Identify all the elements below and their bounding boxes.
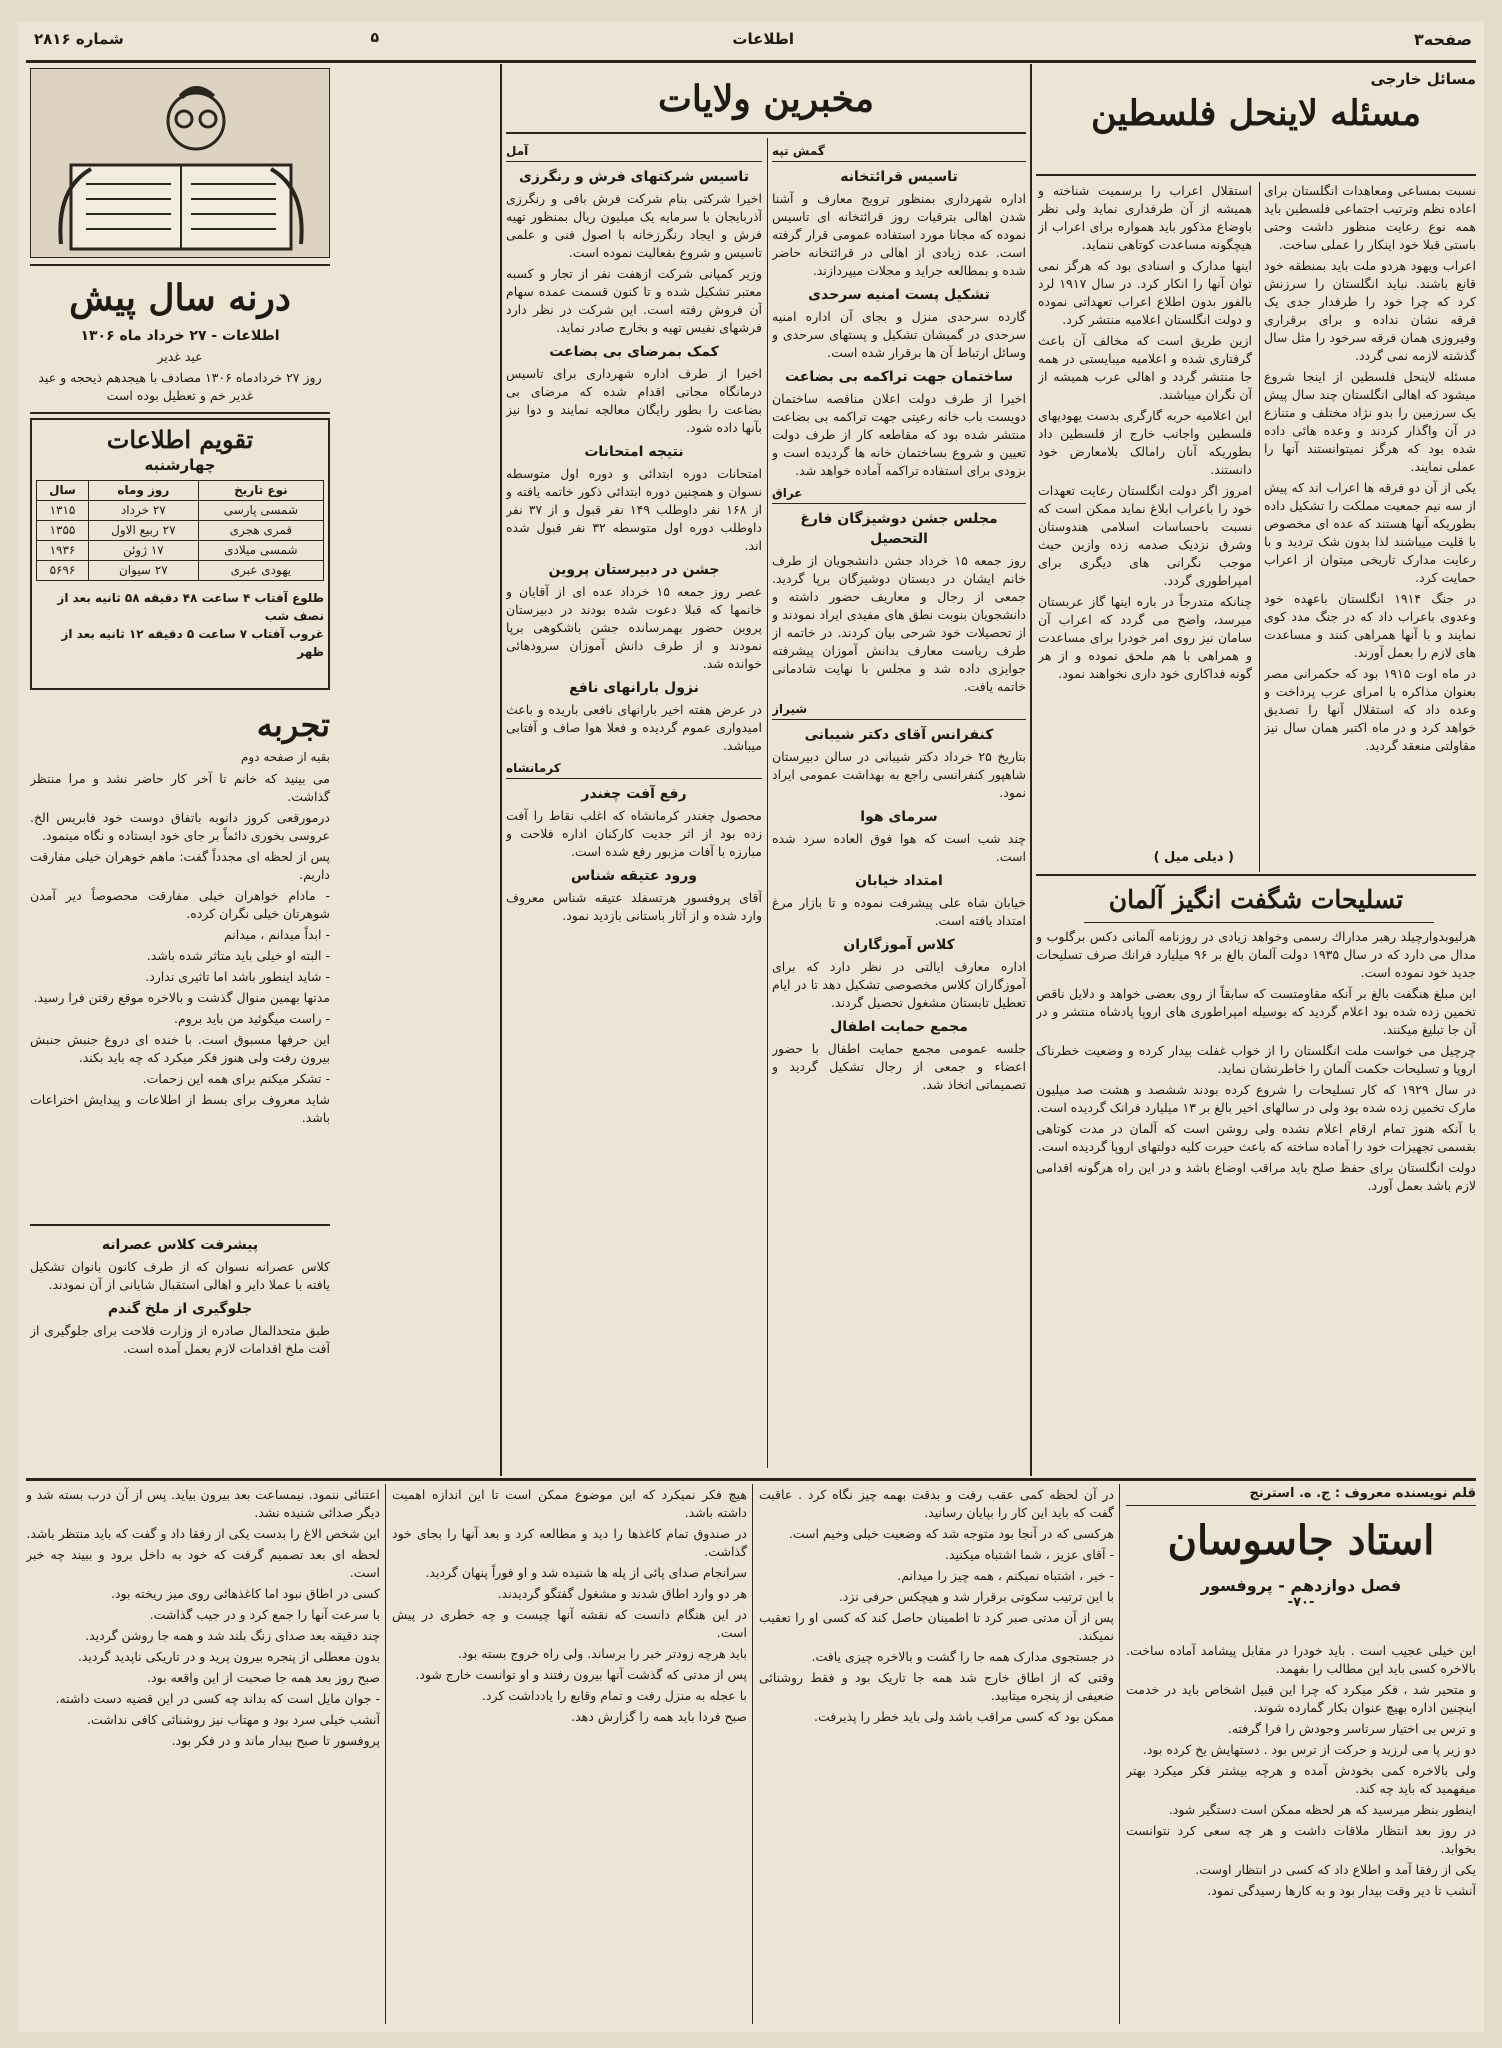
sunset: غروب آفتاب ۷ ساعت ۵ دقیقه ۱۲ ثانیه بعد از ظهر (61, 627, 324, 659)
paragraph: هیچ فکر نمیکرد که این موضوع ممکن است تا این اندازه اهمیت داشته باشد. (392, 1487, 747, 1520)
paragraph: در آن لحظه کمی عقب رفت و بدقت بهمه چیز نگاه کرد . عاقبت گفت که باید این کار را بپایان رسانید. (759, 1487, 1114, 1520)
paragraph: درمورقعی کروز دانوبه باتفاق دوست خود فابریس الخ. عروسی بخوری دائماً بر جای خود ایستاده و نگاه مینمود. (30, 810, 330, 843)
paragraph: پس از مدتی که گذشت آنها بیرون رفتند و او توانست خارج شود. (415, 1667, 747, 1682)
paragraph: در روز بعد انتظار ملاقات داشت و هر چه سعی کرد نتوانست بخوابد. (1126, 1823, 1476, 1856)
paragraph: طبق متحدالمال صادره از وزارت فلاحت برای جلوگیری از آفت ملخ اقدامات لازم بعمل آمده است. (30, 1323, 330, 1356)
serial-col-2 (759, 1486, 1114, 2022)
cal-cell: ۲۷ خرداد (88, 501, 198, 521)
paragraph: دو زیر پا می لرزید و حرکت از ترس بود . دستهایش یخ کرده بود. (1142, 1742, 1476, 1757)
page-number-label: صفحه۳ (1414, 30, 1472, 49)
news-headline: سرمای هوا (860, 809, 938, 825)
news-headline: ورود عتیقه شناس (570, 868, 697, 884)
paragraph: خیابان شاه علی پیشرفت نموده و تا بازار مرغ امتداد یافته است. (772, 895, 1026, 928)
column-rule (752, 1484, 753, 2024)
rule (506, 132, 1026, 134)
germany-article (1036, 928, 1476, 1468)
paragraph: در صندوق تمام کاغذها را دید و مطالعه کرد و بعد آنها را بجای خود گذاشت. (392, 1526, 747, 1559)
paragraph: - خیر ، اشتباه نمیکنم ، همه چیز را میدانم. (897, 1568, 1114, 1583)
palestine-col-2 (1038, 182, 1252, 847)
news-headline: کنفرانس آقای دکتر شیبانی (804, 727, 994, 743)
paragraph: با این ترتیب سکوتی برقرار شد و هیچکس حرفی نزد. (838, 1589, 1114, 1604)
paragraph: ازین طریق است که مخالف آن باعث گرفتاری شده و اعلامیه میبایستی در همه جا منتشر گردد و اهالی عرب همیشه از آن نگران میباشند. (1038, 333, 1252, 402)
paragraph: بدون معطلی از پنجره بیرون پرید و در تاریکی ناپدید گردید. (77, 1649, 380, 1664)
paragraph: کلاس عصرانه نسوان که از طرف کانون بانوان تشکیل یافته با عملا دایر و اهالی استقبال شایانی از آن نمودند. (30, 1259, 330, 1292)
paragraph: در جستجوی مدارک همه جا را گشت و بالاخره چیزی یافت. (811, 1649, 1114, 1664)
paragraph: اداره شهرداری بمنظور ترویج معارف و آشنا شدن اهالی بترقیات روز قرائتخانه ای تاسیس نموده که مجانا مورد استفاده عمومی قرار گرفته است. عده زیادی از اهالی در قرائتخانه حاضر شده و بمطالعه جراید و مجلات میپردازند. (772, 191, 1026, 278)
paragraph: اعراب ویهود هردو ملت باید بمنطقه خود قانع باشند. نباید انگلستان را سرزنش کرد که چرا خود را طرفدار جدی یک فرقه نشان نداده و برای برقراری وفیروزی همان فرقه سرخود را مثل سال گذشته لازمه نمی گردد. (1264, 258, 1476, 363)
serial-title: استاد جاسوسان (1167, 1517, 1435, 1564)
rule (1084, 922, 1434, 923)
paragraph: دولت انگلستان برای حفظ صلح باید مراقب اوضاع باشد و در این راه هرگونه اقدامی لازم باشد بعمل آورد. (1036, 1160, 1476, 1193)
news-headline: جلوگیری از ملخ گندم (107, 1301, 253, 1317)
paragraph: اداره معارف ایالتی در نظر دارد که برای آموزگاران کلاس مخصوصی تشکیل دهد تا در ایام تعطیل تابستان مشغول تحصیل گردند. (772, 959, 1026, 1010)
serial-heading (1126, 1486, 1476, 1610)
paragraph: مسئله لاینحل فلسطین از اینجا شروع میشود که اهالی انگلستان چند سال پیش یک سرزمین را بدو نژاد مختلف و متنازع در آن واگذار کردند و وعده هائی داده شده بود که هرگز نمیتوانستند آنها را عملی نمایند. (1264, 369, 1476, 474)
paragraph: اینطور بنظر میرسید که هر لحظه ممکن است دستگیر شود. (1168, 1802, 1476, 1817)
ornament-icon: ۵ (370, 30, 379, 46)
column-rule (1030, 64, 1032, 1476)
paragraph: وقتی که از اطاق خارج شد همه جا تاریک بود و فقط روشنائی ضعیفی از پنجره میتابید. (759, 1670, 1114, 1703)
paragraph: - جوان مایل است که بداند چه کسی در این قضیه دست داشته. (55, 1691, 380, 1706)
headline-experience: تجربه (256, 706, 330, 744)
paragraph: پس از آن مدتی صبر کرد تا اطمینان حاصل کند که کسی او را تعقیب نمیکند. (759, 1610, 1114, 1643)
paragraph: هرکسی که در آنجا بود متوجه شد که وضعیت خیلی وخیم است. (788, 1526, 1114, 1541)
paragraph: مدتها بهمین منوال گذشت و بالاخره موقع رفتن فرا رسید. (33, 990, 330, 1005)
paragraph: سرانجام صدای پائی از پله ها شنیده شد و او فوراً پنهان گردید. (425, 1565, 747, 1580)
classes-news (30, 1230, 330, 1470)
paragraph: و متحیر شد ، فکر میکرد که چرا این قبیل اشخاص باید در خدمت اینچنین اداره بهیچ عنوان بکار گمارده شوند. (1126, 1682, 1476, 1715)
years-ago-subtitle: اطلاعات - ۲۷ خرداد ماه ۱۳۰۶ (80, 328, 280, 344)
paragraph: و ترس بی اختیار سرتاسر وجودش را فرا گرفته. (1227, 1721, 1476, 1736)
paragraph: روز ۲۷ خردادماه ۱۳۰۶ مصادف با هیجدهم ذیحجه و عید غدیر خم و تعطیل بوده است (38, 370, 322, 403)
cartoon-reader (30, 68, 330, 258)
paragraph: آقای پروفسور هرتسفلد عتیقه شناس معروف وارد شده و از آثار باستانی بازدید نمود. (506, 890, 762, 923)
serial-author: قلم نویسنده معروف : ج. ه. استرنج (1126, 1486, 1476, 1506)
region-label: کرمانشاه (506, 759, 762, 779)
paragraph: چرچیل می خواست ملت انگلستان را از خواب غفلت بیدار کرده و وضعیت خطرناک اروپا و تسلیحات حکمت آلمان را خاطرنشان نماید. (1036, 1043, 1476, 1076)
news-headline: جشن در دبیرستان پروین (548, 562, 720, 578)
paragraph: لحظه ای بعد تصمیم گرفت که خود به داخل برود و ببیند چه خبر است. (26, 1547, 380, 1580)
news-headline: نزول بارانهای نافع (569, 680, 699, 696)
serial-number: -۷۰- (1287, 1595, 1315, 1610)
paragraph: امتحانات دوره ابتدائی و دوره اول متوسطه نسوان و همچنین دوره ابتدائی ذکور خاتمه یافته و از ۱۶۸ نفر داوطلب ۱۴۹ نفر قبول و از ۳۷ نفر داوطلب دوره اول متوسطه ۳۲ نفر قبول شده اند. (506, 466, 762, 553)
serial-chapter: فصل دوازدهم - پروفسور (1200, 1576, 1402, 1595)
paragraph: گارده سرحدی منزل و بجای آن اداره امنیه سرحدی در گمیشان تشکیل و پستهای سرحدی و وسائل ارتباط آن ها برقرار شده است. (772, 309, 1026, 360)
paragraph: باید هرچه زودتر خبر را برساند. ولی راه خروج بسته بود. (457, 1646, 747, 1661)
paragraph: روز جمعه ۱۵ خرداد جشن دانشجویان از طرف خانم ایشان در دبستان دوشیزگان برپا گردید. جمعی از رجال و معاریف حضور داشته و دانشجویان بنوبت نطق های مفیدی ایراد نمودند و از تحصیلات خود شرحی بیان کردند. در خاتمه از طرف ریاست معارف بدانش آموزان پیشرفته جوایزی داده شد و مجلس با نهایت شادمانی خاتمه یافت. (772, 553, 1026, 694)
paragraph: اخیرا از طرف اداره شهرداری برای تاسیس درمانگاه مجانی اقدام شده که مرضای بی بضاعت را بطور رایگان معالجه نمایند و دوا نیز بآنها داده شود. (506, 366, 762, 435)
calendar-table (36, 480, 324, 581)
cal-cell: یهودی عبری (198, 561, 323, 581)
headline-provinces: مخبرین ولایات (658, 78, 874, 120)
paragraph: امروز اگر دولت انگلستان رعایت تعهدات خود را باعراب ابلاغ نماید ممکن است که نسبت باحساسات اسلامی هندوستان وشرق نزدیک صدمه زده وازین حیث موجب نگرانی های دیگری برای امپراطوری گردد. (1038, 483, 1252, 588)
cal-cell: ۱۷ ژوئن (88, 541, 198, 561)
news-headline: تاسیس شرکتهای فرش و رنگرزی (519, 169, 749, 185)
paragraph: اخیرا از طرف دولت اعلان مناقصه ساختمان دویست باب خانه رعیتی جهت تراکمه بی بضاعت منتشر شده بود که مقاطعه کار از طرف دولت تعیین و شروع بساختمان خانه ها گردیده است و بزودی برای استفاده تراکمه آماده خواهد شد. (772, 391, 1026, 478)
paragraph: محصول چغندر کرمانشاه که اغلب نقاط را آفت زده بود از اثر جدیت کارکنان اداره فلاحت و مبارزه با آفات مزبور رفع شده است. (506, 808, 762, 859)
paragraph: - مادام خواهران خیلی مفارقت محصوصاً دیر آمدن شوهرتان خیلی نگران کرده. (30, 888, 330, 921)
serial-col-4 (26, 1486, 380, 2022)
headline-germany: تسلیحات شگفت انگیز آلمان (1108, 885, 1404, 914)
news-headline: کمک بمرضای بی بضاعت (549, 344, 719, 360)
paragraph: کسی در اطاق نبود اما کاغذهائی روی میز ریخته بود. (111, 1586, 380, 1601)
paragraph: وزیر کمپانی شرکت ازهفت نفر از تجار و کسبه معتبر تشکیل شده و تا کنون قسمت عمده سهام آن فروش رفته است. این شرکت در نظر دارد فرشهای نفیس تهیه و بخارج صادر نماید. (506, 266, 762, 335)
issue-number: شماره ۲۸۱۶ (34, 30, 124, 48)
headline-palestine: مسئله لاینحل فلسطین (1090, 93, 1422, 134)
years-ago-body (30, 348, 330, 408)
calendar-box (30, 418, 330, 690)
paragraph: در سال ۱۹۲۹ که کار تسلیحات را شروع کرده بودند ششصد و هشت صد میلیون مارک تخمین زده شده بود ولی در سالهای اخیر بالغ بر ۱۳ میلیارد فرانک گردیده است. (1036, 1082, 1476, 1115)
palestine-col-1 (1264, 182, 1476, 872)
paragraph: این شخص الاغ را بدست یکی از رفقا داد و گفت که باید منتظر باشد. (26, 1526, 380, 1541)
cal-cell: ۱۳۱۵ (37, 501, 89, 521)
news-headline: تاسیس قرائتخانه (840, 169, 958, 185)
paragraph: این اعلامیه حربه گارگری بدست یهودیهای فلسطین واجانب خارج از فلسطین داد بطوریکه آنان رامالک بلامعارض خود دانستند. (1038, 408, 1252, 477)
calendar-header: سال (37, 481, 89, 501)
paragraph: عصر روز جمعه ۱۵ خرداد عده ای از آقایان و خانمها که قبلا دعوت شده بودند در دبیرستان پروین حضور بهمرسانده جشن باشکوهی برپا نمودند و از طرف دانش آموزان سرودهائی خوانده شد. (506, 584, 762, 671)
paragraph: یکی از آن دو فرقه ها اعراب اند که پیش از سه نیم جمعیت مملکت را تشکیل داده بطوریکه آنها هستند که عده ای مخصوص با قلیت میباشند لذا بدون شک تردید و با رعایت مدارک تاریخی میتوان از اعراب حمایت کرد. (1264, 480, 1476, 585)
news-headline: تشکیل پست امنیه سرحدی (808, 287, 990, 303)
paragraph: اخیرا شرکتی بنام شرکت فرش بافی و رنگرزی آذربایجان با سرمایه یک میلیون ریال بمنظور تهیه فرش و ایجاد رنگرزخانه با اصول فنی و علمی تاسیس و شروع بفعالیت نموده است. (506, 191, 762, 260)
paragraph: با عجله به منزل رفت و تمام وقایع را یادداشت کرد. (481, 1688, 747, 1703)
source-label: ( دیلی میل ) (1153, 850, 1234, 865)
paragraph: با آنکه هنوز تمام ارقام اعلام نشده ولی روشن است که آلمان در مدت کوتاهی بقسمی تجهیزات خود را آماده ساخته که باعث حیرت کلیه دولتهای اروپا گردیده است. (1036, 1121, 1476, 1154)
paragraph: آنشب تا دیر وقت بیدار بود و به کارها رسیدگی نمود. (1207, 1883, 1476, 1898)
serial-rule (26, 1478, 1476, 1481)
paragraph: این مبلغ هنگفت بالغ بر آنکه مقاومتست که سابقاً از روی بعضی خواهد و دلایل ناقص تخمین زده شده بود اعلام گردید که بوسیله امپراطوری های اروپا پادشاه منتشر و در آن جا تبلیغ میکنند. (1036, 986, 1476, 1037)
news-headline: امتداد خیابان (855, 873, 943, 889)
paragraph: - آقای عزیز ، شما اشتباه میکنید. (945, 1547, 1114, 1562)
paragraph: پس از لحظه ای مجدداً گفت: ماهم خوهران خیلی مفارقت داریم. (30, 849, 330, 882)
paragraph: نسبت بمساعی ومعاهدات انگلستان برای اعاده نظم وترتیب اجتماعی فلسطین باید همه نوع رعایت منظور داشت وحتی باستی قبلا خود اینکار را عملی ساخت. (1264, 183, 1476, 252)
paragraph: استقلال اعراب را برسمیت شناخته و همیشه از آن طرفداری نماید ولی نظر باوضاع مذکور باید همواره برای اعراب از هیچگونه مساعدت کوتاهی ننماید. (1038, 183, 1252, 252)
section-tag: مسائل خارجی (1370, 70, 1476, 88)
continued-note: بقیه از صفحه دوم (240, 750, 330, 764)
news-headline: مجمع حمایت اطفال (830, 1019, 968, 1035)
rule (1036, 874, 1476, 876)
calendar-header: روز وماه (88, 481, 198, 501)
paragraph: - تشکر میکنم برای همه این زحمات. (142, 1071, 330, 1086)
news-headline: پیشرفت کلاس عصرانه (101, 1237, 259, 1253)
region-label: گمش تپه (772, 142, 1026, 162)
rule (30, 412, 330, 414)
paragraph: صبح روز بعد همه جا صحبت از این واقعه بود. (147, 1670, 380, 1685)
paragraph: در عرض هفته اخیر بارانهای نافعی باریده و باعث امیدواری عموم گردیده و فعلا هوا صاف و آفتابی میباشد. (506, 702, 762, 753)
weekday: چهارشنبه (144, 456, 216, 474)
paragraph: ولی بالاخره کمی بخودش آمده و هرچه بیشتر فکر میکرد بهتر میفهمید که باید چه کند. (1126, 1763, 1476, 1796)
paragraph: در ماه اوت ۱۹۱۵ بود که حکمرانی مصر بعنوان مذاکره با امرای عرب پرداخت و وعده داد که استقلال آنها را تصدیق خواهد کرد و در ماه اکتبر همان سال نیز مقاولتی منعقد گردید. (1264, 666, 1476, 753)
newspaper-page (18, 22, 1484, 2032)
region-label: آمل (506, 142, 762, 162)
serial-col-1 (1126, 1642, 1476, 2022)
paragraph: اعتنائی ننمود. نیمساعت بعد بیرون بیاید. پس از آن درب بسته شد و دیگر صدائی شنیده نشد. (26, 1487, 380, 1520)
paper-name: اطلاعات (732, 30, 794, 48)
paragraph: عید غدیر (157, 349, 203, 364)
region-label: شیراز (772, 700, 1026, 720)
region-label: عراق (772, 484, 1026, 504)
paragraph: بتاریخ ۲۵ خرداد دکتر شیبانی در سالن دبیرستان شاهپور کنفرانسی راجع به بهداشت عمومی ایراد نمود. (772, 749, 1026, 800)
paragraph: - راست میگوئید من باید بروم. (174, 1011, 330, 1026)
calendar-title: تقویم اطلاعات (106, 425, 254, 454)
paragraph: این حرفها مسبوق است. با خنده ای دروغ جنبش جنبش بیرون رفت ولی هنوز فکر میکرد که چه باید بکند. (30, 1032, 330, 1065)
masthead-rule (26, 60, 1476, 63)
paragraph: چند شب است که هوا فوق العاده سرد شده است. (772, 831, 1026, 864)
paragraph: جلسه عمومی مجمع حمایت اطفال با حضور اعضاء و جمعی از رجال تشکیل گردید و تصمیماتی اتخاذ شد. (772, 1041, 1026, 1092)
paragraph: ممکن بود که کسی مراقب باشد ولی باید خطر را پذیرفت. (813, 1709, 1114, 1724)
paragraph: اینها مدارک و اسنادی بود که هرگز نمی توان آنها را انکار کرد. در سال ۱۹۱۷ لرد بالفور بدون اطلاع اعراب تعهداتی نموده و دولت انگلستان اعلامیه منتشر کرد. (1038, 258, 1252, 327)
cal-cell: ۵۶۹۶ (37, 561, 89, 581)
paragraph: می بینید که خانم تا آخر کار حاضر نشد و مرا منتظر گذاشت. (30, 771, 330, 804)
paragraph: این خیلی عجیب است . باید خودرا در مقابل پیشامد آماده ساخت. بالاخره کسی باید این مطالب را بفهمد. (1126, 1643, 1476, 1676)
sunrise: طلوع آفتاب ۴ ساعت ۴۸ دقیقه ۵۸ ثانیه بعد از نصف شب (57, 591, 324, 623)
serial-col-3 (392, 1486, 747, 2022)
cal-cell: ۲۷ ربیع الاول (88, 521, 198, 541)
cal-cell: ۱۹۳۶ (37, 541, 89, 561)
cal-cell: شمسی پارسی (198, 501, 323, 521)
column-rule (385, 1484, 386, 2024)
headline-years-ago: درنه سال پیش (69, 277, 291, 319)
column-rule (1259, 182, 1260, 872)
column-rule (500, 64, 502, 1476)
news-headline: کلاس آموزگاران (843, 937, 955, 953)
news-headline: رفع آفت چغندر (581, 786, 687, 802)
paragraph: - ابداً میدانم ، میدانم (223, 927, 330, 942)
paragraph: صبح فردا باید همه را گزارش دهد. (571, 1709, 747, 1724)
paragraph: - البته او خیلی باید متاثر شده باشد. (146, 948, 330, 963)
cal-cell: ۲۷ سیوان (88, 561, 198, 581)
paragraph: پروفسور تا صبح بیدار ماند و در فکر بود. (171, 1733, 380, 1748)
news-headline: مجلس جشن دوشیزگان فارغ التحصیل (800, 511, 998, 547)
column-rule (1119, 1484, 1120, 2024)
news-headline: ساختمان جهت تراکمه بی بضاعت (785, 369, 1013, 385)
experience-story (30, 770, 330, 1220)
calendar-header: نوع تاریخ (198, 481, 323, 501)
paragraph: چنانکه متدرجاً در باره اینها گاز عربستان میرسد، واضح می گردد که اعراب آن سامان نیز روی امر خودرا برای مساعدت و همراهی با هم ملحق نموده و از هر گونه فداکاری خود داری نخواهند نمود. (1038, 594, 1252, 681)
paragraph: با سرعت آنها را جمع کرد و در جیب گذاشت. (149, 1607, 380, 1622)
paragraph: شاید معروف برای بسط از اطلاعات و پیدایش اختراعات باشد. (30, 1092, 330, 1125)
rule (1036, 174, 1476, 176)
foreign-affairs-section (1036, 70, 1476, 140)
cal-cell: قمری هجری (198, 521, 323, 541)
rule (30, 1224, 330, 1226)
cal-cell: شمسی میلادی (198, 541, 323, 561)
paragraph: آنشب خیلی سرد بود و مهتاب نیز روشنائی کافی نداشت. (86, 1712, 380, 1727)
news-headline: نتیجه امتحانات (584, 444, 684, 460)
cal-cell: ۱۳۵۵ (37, 521, 89, 541)
paragraph: چند دقیقه بعد صدای زنگ بلند شد و همه جا روشن گردید. (85, 1628, 380, 1643)
provinces-col-2 (506, 138, 762, 1468)
paragraph: یکی از رفقا آمد و اطلاع داد که کسی در انتظار اوست. (1195, 1862, 1476, 1877)
provinces-col-1 (772, 138, 1026, 1468)
paragraph: - شاید اینطور باشد اما تاثیری ندارد. (145, 969, 330, 984)
column-rule (767, 138, 768, 1468)
paragraph: هر دو وارد اطاق شدند و مشغول گفتگو گردیدند. (497, 1586, 747, 1601)
rule (30, 264, 330, 266)
paragraph: هرلیوبدوارچیلد رهبر مداراك رسمی وخواهد زیادی در روزنامه آلمانی دکس برگلوب و مدال می دارد که در سال ۱۹۳۵ دولت آلمان بالغ بر ۹۶ میلیارد فرانك صرف تسلیحات جدید خود نموده است. (1036, 929, 1476, 980)
paragraph: در جنگ ۱۹۱۴ انگلستان باعهده خود وعدوی باعراب داد که در جنگ مدد کوی نمایند و با آنها همراهی کنند و مساعدت های لازم را بعمل آورند. (1264, 591, 1476, 660)
paragraph: در این هنگام دانست که نقشه آنها چیست و چه خطری در پیش است. (392, 1607, 747, 1640)
